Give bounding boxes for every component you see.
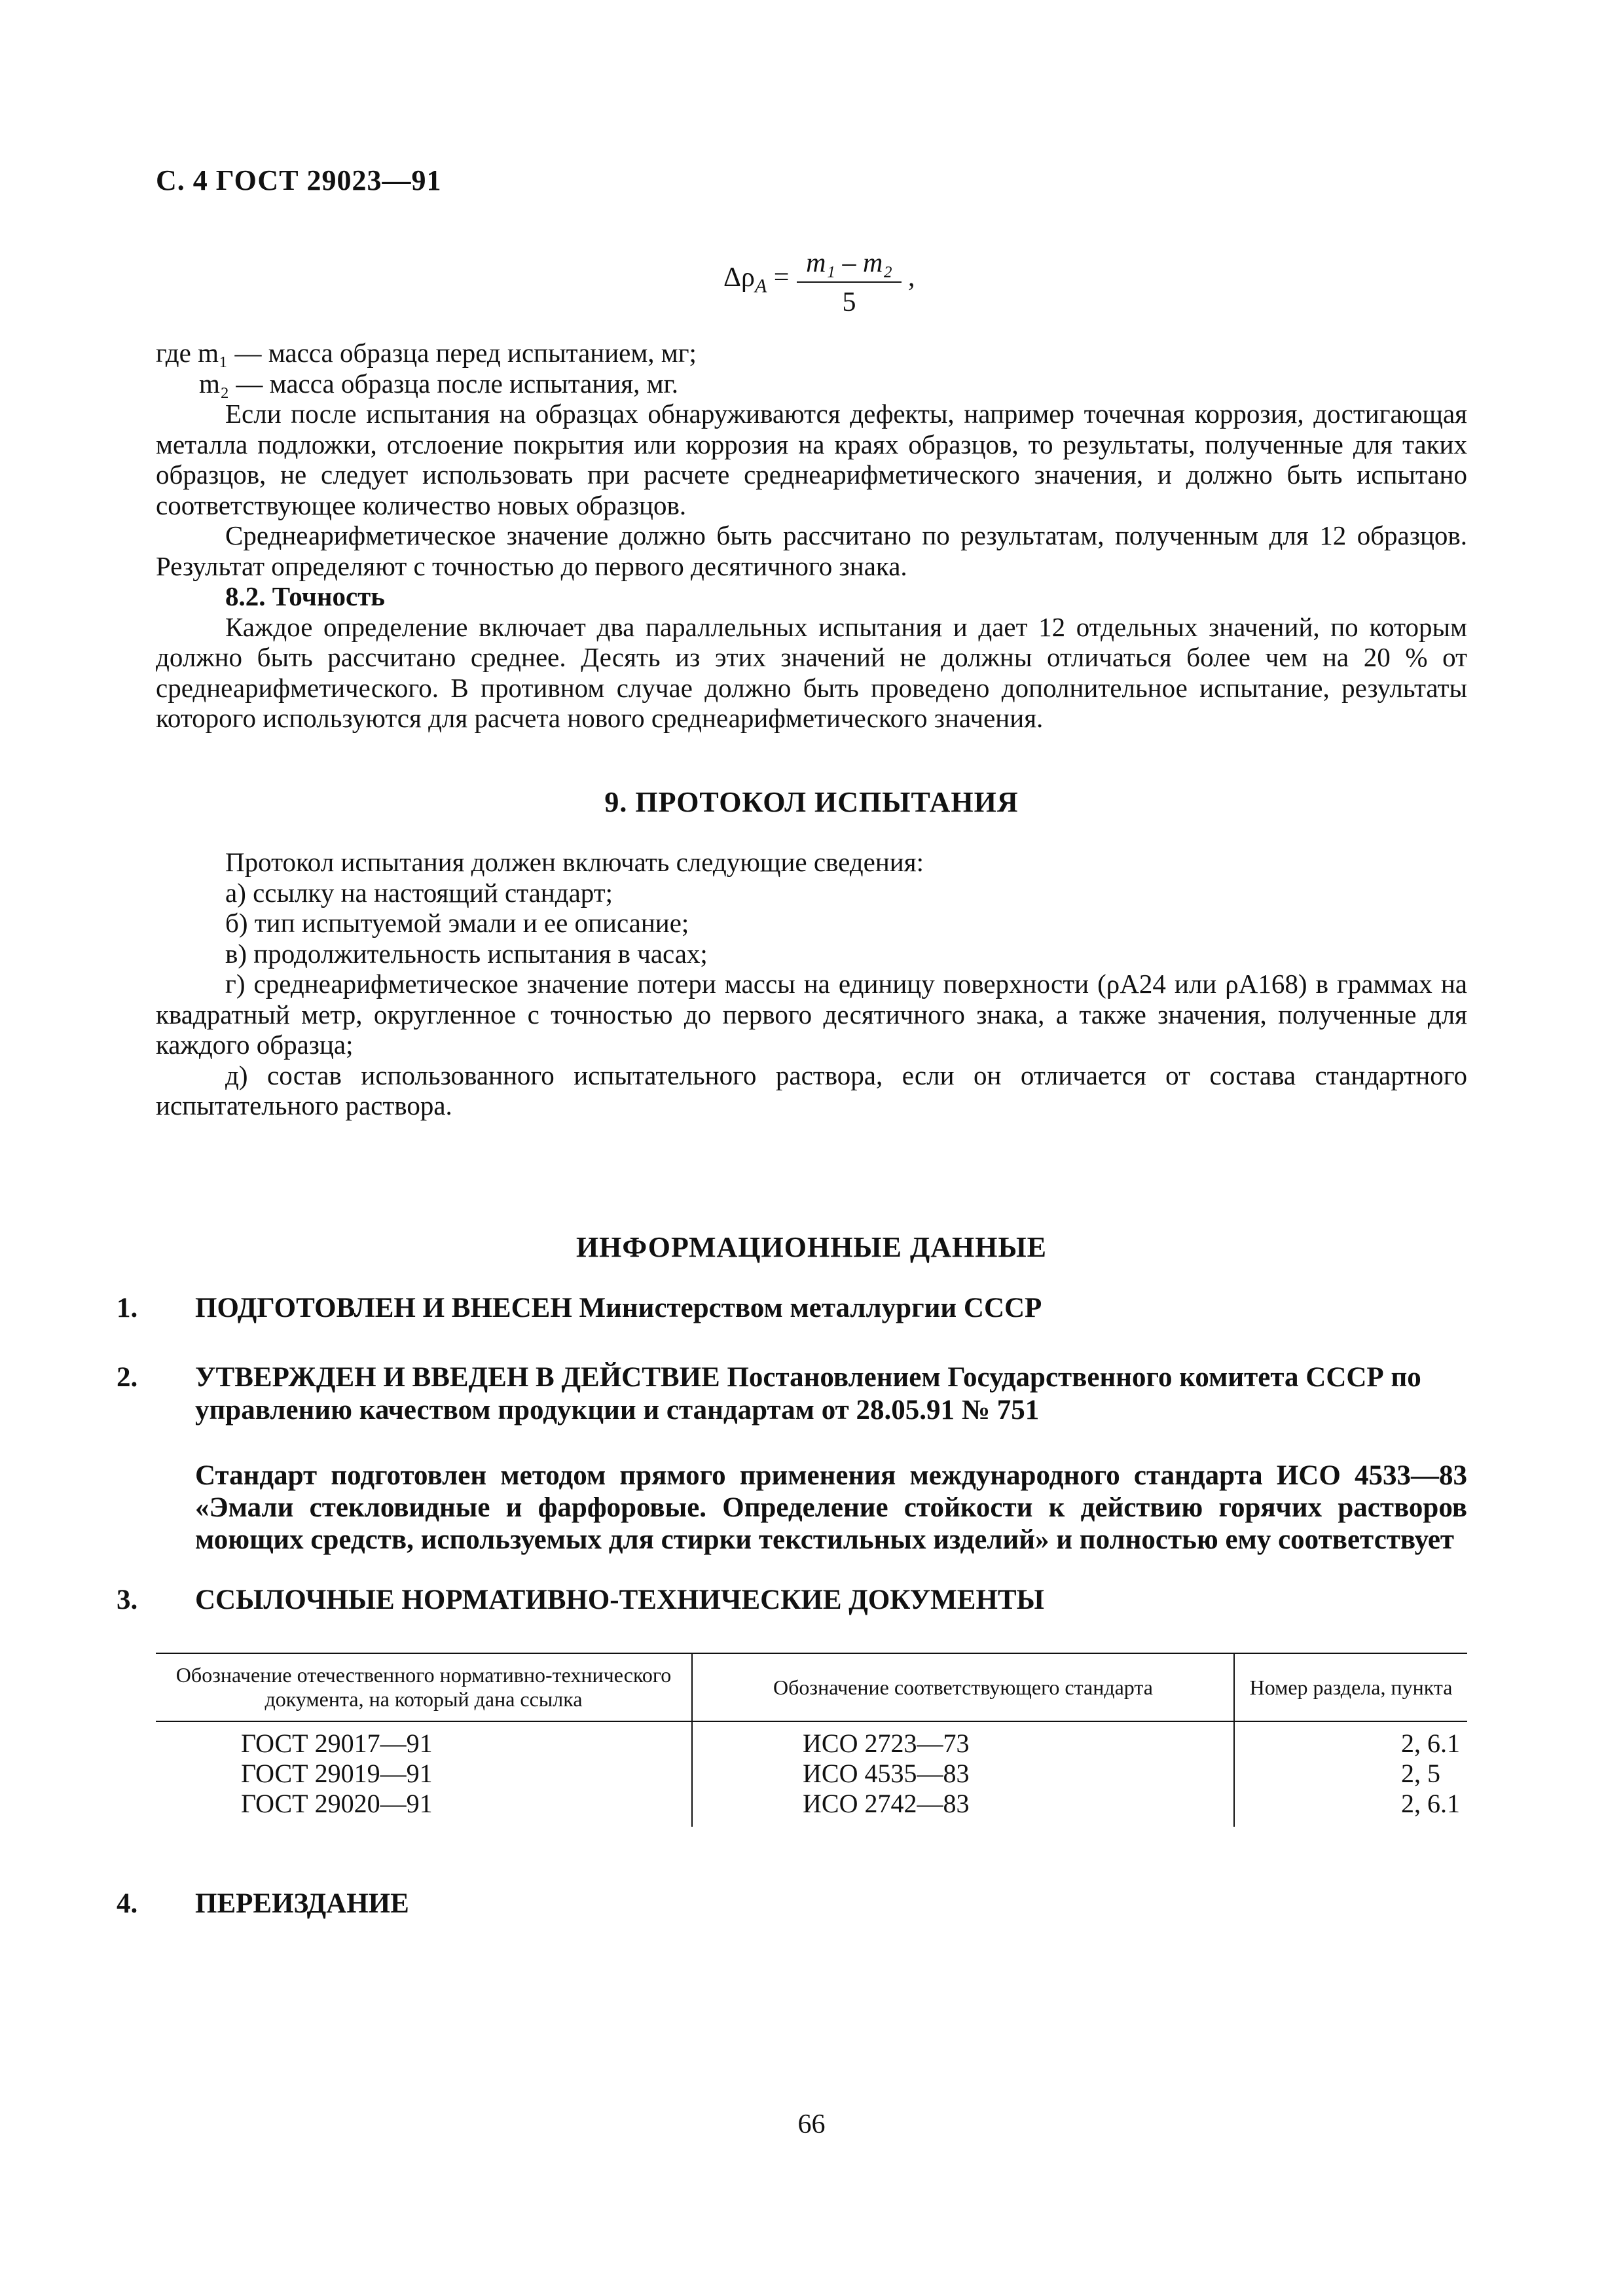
- paragraph-accuracy: Каждое определение включает два параллельных испытания и дает 12 отдельных значений, по которым должно быть рассчитано среднее. Десять из этих значений не должны отличаться более чем на 20 % от среднеарифметического. В противном случае должно быть проведено дополнительное испытание, результаты которого используются для расчета нового среднеарифметического значения.: [156, 611, 1467, 733]
- where-line-2: m₂ — масса образца после испытания, мг.: [199, 368, 678, 399]
- subheading-accuracy: 8.2. Точность: [225, 581, 385, 611]
- formula: [723, 247, 933, 317]
- info-item-2: [117, 1361, 1467, 1427]
- table-row: [156, 1759, 1467, 1789]
- info-item-1-text: ПОДГОТОВЛЕН И ВНЕСЕН Министерством металлургии СССР: [195, 1293, 1042, 1323]
- protocol-item-b: б) тип испытуемой эмали и ее описание;: [225, 908, 689, 938]
- info-item-1-number: 1.: [117, 1293, 138, 1323]
- protocol-item-d: д) состав использованного испытательного раствора, если он отличается от состава стандартного испытательного раствора.: [156, 1060, 1467, 1121]
- standard-note-text: Стандарт подготовлен методом прямого применения международного стандарта ИСО 4533—83 «Эмали стекловидные и фарфоровые. Определение стойкости к действию горячих растворов моющих средств, используемых для стирки текстильных изделий» и полностью ему соответствует: [195, 1460, 1467, 1555]
- info-item-3-number: 3.: [117, 1585, 138, 1615]
- info-item-4-number: 4.: [117, 1888, 138, 1919]
- table-header-section: Номер раздела, пункта: [1234, 1653, 1467, 1721]
- protocol-item-a: а) ссылку на настоящий стандарт;: [225, 877, 613, 908]
- table-cell-section: 2, 6.1: [1234, 1789, 1467, 1827]
- page-number: 66: [797, 2109, 826, 2140]
- protocol-intro: Протокол испытания должен включать следующие сведения:: [225, 847, 924, 877]
- table-cell-iso: ИСО 2723—73: [692, 1721, 1234, 1759]
- table-cell-section: 2, 5: [1234, 1759, 1467, 1789]
- info-item-3-text: ССЫЛОЧНЫЕ НОРМАТИВНО-ТЕХНИЧЕСКИЕ ДОКУМЕНТЫ: [195, 1585, 1044, 1615]
- info-item-4-text: ПЕРЕИЗДАНИЕ: [195, 1888, 409, 1919]
- section-9-text: [156, 847, 1467, 1121]
- info-item-2-text: УТВЕРЖДЕН И ВВЕДЕН В ДЕЙСТВИЕ Постановлением Государственного комитета СССР по управлению качеством продукции и стандартам от 28.05.91 № 751: [195, 1362, 1421, 1426]
- where-line-1: где m₁ — масса образца перед испытанием, мг;: [156, 338, 697, 368]
- paragraph-average: Среднеарифметическое значение должно быть рассчитано по результатам, полученным для 12 образцов. Результат определяют с точностью до первого десятичного знака.: [156, 520, 1467, 581]
- table-row: [156, 1789, 1467, 1827]
- table-header-standard: Обозначение соответствующего стандарта: [692, 1653, 1234, 1721]
- references-table: [156, 1653, 1467, 1827]
- table-header-domestic-doc: Обозначение отечественного нормативно-технического документа, на который дана ссылка: [156, 1653, 692, 1721]
- paragraph-defects: Если после испытания на образцах обнаруживаются дефекты, например точечная коррозия, достигающая металла подложки, отслоение покрытия или коррозия на краях образцов, то результаты, полученные для таких образцов, не следует использовать при расчете среднеарифметического значения, и должно быть испытано соответствующее количество новых образцов.: [156, 399, 1467, 520]
- section-9-title: 9. ПРОТОКОЛ ИСПЫТАНИЯ: [604, 786, 1019, 818]
- protocol-item-g: г) среднеарифметическое значение потери массы на единицу поверхности (ρA24 или ρA168) в граммах на квадратный метр, округленное с точностью до первого десятичного знака, а также значения, полученные для каждого образца;: [156, 969, 1467, 1060]
- section-8-text: [156, 338, 1467, 734]
- protocol-item-v: в) продолжительность испытания в часах;: [225, 938, 708, 969]
- formula-numerator: m₁ – m₂: [797, 247, 902, 283]
- table-row: [156, 1721, 1467, 1759]
- table-cell-gost: ГОСТ 29019—91: [241, 1759, 433, 1788]
- formula-comma: ,: [908, 262, 915, 293]
- formula-lhs: $\Delta\rho_A$ =: [723, 262, 790, 297]
- info-title: ИНФОРМАЦИОННЫЕ ДАННЫЕ: [575, 1231, 1048, 1263]
- info-item-4: [117, 1888, 1467, 1920]
- table-cell-gost: ГОСТ 29020—91: [241, 1789, 433, 1818]
- table-cell-gost: ГОСТ 29017—91: [241, 1729, 433, 1758]
- formula-denominator: 5: [842, 287, 856, 317]
- page-header: С. 4 ГОСТ 29023—91: [156, 164, 442, 196]
- table-cell-section: 2, 6.1: [1234, 1721, 1467, 1759]
- info-item-1: [117, 1292, 1467, 1325]
- info-item-2-number: 2.: [117, 1362, 138, 1393]
- table-cell-iso: ИСО 2742—83: [692, 1789, 1234, 1827]
- standard-note: [156, 1460, 1467, 1556]
- info-item-3: [117, 1584, 1467, 1617]
- formula-fraction: [797, 247, 902, 318]
- table-header-row: [156, 1653, 1467, 1721]
- table-cell-iso: ИСО 4535—83: [692, 1759, 1234, 1789]
